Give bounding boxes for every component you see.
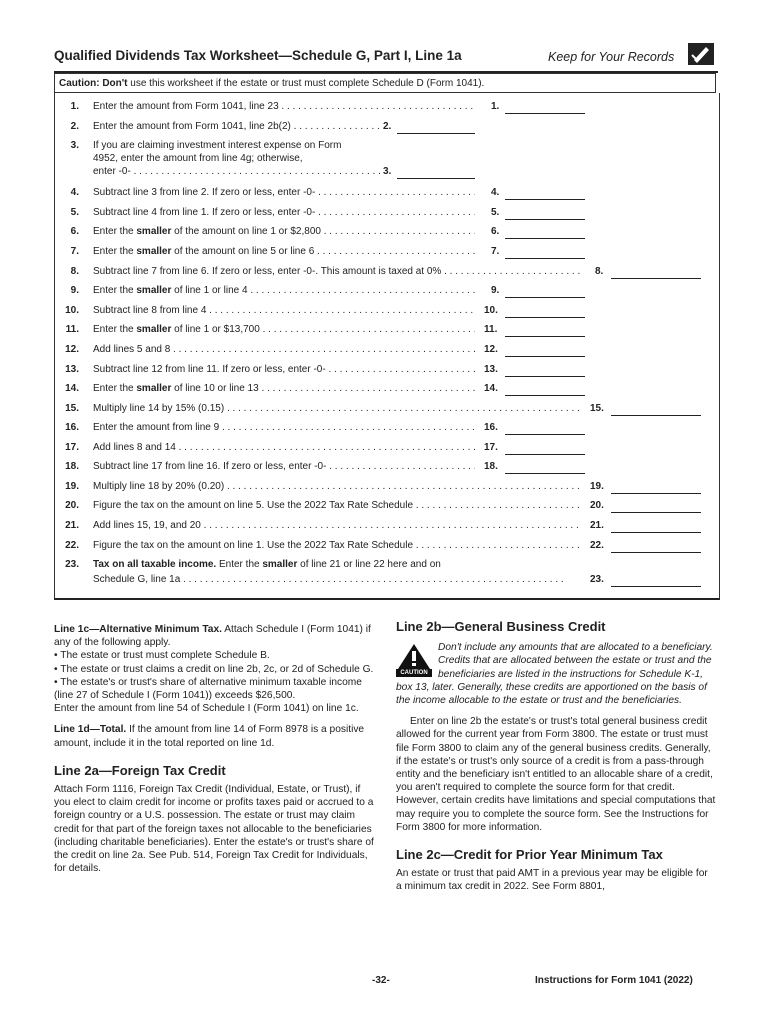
bullet-item: • The estate or trust must complete Schedule B. <box>54 650 270 662</box>
line-number: 7. <box>70 246 79 257</box>
amount-field[interactable] <box>505 245 585 259</box>
line-ref: 15. <box>590 403 604 414</box>
line-number: 16. <box>65 422 79 433</box>
line-text-3: enter -0- . . . <box>93 165 383 178</box>
line-number: 23. <box>65 559 79 570</box>
line-ref: 11. <box>484 324 498 335</box>
line-1c-text: Attach Schedule I (Form 1041) if any of the following apply. <box>54 624 371 649</box>
worksheet-line-1 <box>55 100 719 114</box>
worksheet-caution <box>54 73 716 93</box>
worksheet-line-11 <box>55 323 719 337</box>
caution-icon-label: CAUTION <box>400 670 428 677</box>
line-1c-heading: Line 1c—Alternative Minimum Tax. <box>54 624 222 635</box>
line-number: 20. <box>65 500 79 511</box>
text-pre: Enter the <box>93 383 137 394</box>
text-bold: smaller <box>262 559 298 570</box>
worksheet-line-19 <box>55 480 719 494</box>
text-pre: Enter the <box>216 559 263 570</box>
page-number: -32- <box>372 975 390 986</box>
line-number: 6. <box>70 226 79 237</box>
amount-field[interactable] <box>505 343 585 357</box>
line-number: 18. <box>65 461 79 472</box>
worksheet-line-20 <box>55 499 719 513</box>
worksheet-line-3 <box>55 139 719 183</box>
text-post: of the amount on line 5 or line 6 <box>171 246 315 257</box>
amount-field[interactable] <box>505 460 585 474</box>
worksheet-line-13 <box>55 363 719 377</box>
line-text <box>93 323 475 337</box>
line-1d-heading: Line 1d—Total. <box>54 724 127 736</box>
line-text: Subtract line 7 from line 6. If zero or less, enter -0-. This amount is taxed at 0% . . . <box>93 265 581 279</box>
line-text: Add lines 15, 19, and 20 . . . <box>93 519 581 533</box>
line-text-2: Schedule G, line 1a . . . <box>93 573 581 587</box>
line-number: 4. <box>70 187 79 198</box>
footer-doc-title: Instructions for Form 1041 (2022) <box>535 975 693 986</box>
worksheet-line-16 <box>55 421 719 435</box>
worksheet-line-17 <box>55 441 719 455</box>
caution-dont: Don't <box>102 78 128 89</box>
line-ref: 10. <box>484 305 498 316</box>
line-number: 14. <box>65 383 79 394</box>
worksheet-line-12 <box>55 343 719 357</box>
line-ref: 20. <box>590 500 604 511</box>
keep-records-label: Keep for Your Records <box>548 50 675 64</box>
amount-field[interactable] <box>397 165 475 179</box>
text-pre: Enter the <box>93 226 137 237</box>
line-text: Enter the amount from Form 1041, line 2b(2) . . . <box>93 120 383 134</box>
line-ref: 4. <box>491 187 500 198</box>
line-ref: 1. <box>491 101 500 112</box>
line-2c-text: An estate or trust that paid AMT in a previous year may be eligible for a minimum tax credit in 2022. See Form 8801, <box>396 868 708 893</box>
worksheet-line-23 <box>55 558 719 588</box>
bullet-text: The estate's or trust's share of alternative minimum taxable income (line 27 of Schedule I (Form 1041)) exceeds $26,500. <box>54 676 362 702</box>
line-number: 22. <box>65 540 79 551</box>
line-number: 11. <box>65 324 79 335</box>
text-post: of line 21 or line 22 here and on <box>297 559 441 570</box>
line-number: 21. <box>65 520 79 531</box>
line-number: 1. <box>70 101 79 112</box>
line-number: 3. <box>70 140 79 151</box>
worksheet-line-7 <box>55 245 719 259</box>
text-bold: smaller <box>136 383 172 394</box>
text-post: of line 1 or $13,700 <box>171 324 260 335</box>
worksheet-line-22 <box>55 539 719 553</box>
line-ref: 22. <box>590 540 604 551</box>
line-number: 17. <box>65 442 79 453</box>
caution-note: Don't include any amounts that are allocated to a beneficiary. Credits that are allocated between the estate or trust and the beneficiaries are listed in the instructions for Schedule K-1, box 13, later. Generally, these credits are apportioned on the basis of the income allocable to the estate or trust and the beneficiaries. <box>396 642 713 707</box>
line-text: Add lines 5 and 8 . . . <box>93 343 475 357</box>
worksheet-line-18 <box>55 460 719 474</box>
line-ref: 13. <box>484 364 498 375</box>
caution-text: use this worksheet if the estate or trust must complete Schedule D (Form 1041). <box>130 78 485 89</box>
line-number: 12. <box>65 344 79 355</box>
line-ref: 8. <box>595 266 604 277</box>
line-2a-heading: Line 2a—Foreign Tax Credit <box>54 762 226 778</box>
line-text-2: 4952, enter the amount from line 4g; otherwise, <box>93 153 303 164</box>
worksheet-line-14 <box>55 382 719 396</box>
bullet-text: The estate or trust claims a credit on line 2b, 2c, or 2d of Schedule G. <box>60 663 374 675</box>
amount-field[interactable] <box>505 284 585 298</box>
line-text <box>93 139 393 178</box>
amount-field[interactable] <box>611 265 701 279</box>
line-ref: 16. <box>484 422 498 433</box>
text-post: of line 1 or line 4 <box>171 285 248 296</box>
line-number: 9. <box>70 285 79 296</box>
text-bold-lead: Tax on all taxable income. <box>93 559 217 570</box>
worksheet-line-5 <box>55 206 719 220</box>
line-number: 13. <box>65 364 79 375</box>
amount-field[interactable] <box>505 100 585 114</box>
line-text: Figure the tax on the amount on line 1. Use the 2022 Tax Rate Schedule . . . <box>93 539 581 553</box>
bullet-item: • The estate or trust claims a credit on line 2b, 2c, or 2d of Schedule G. <box>54 663 374 675</box>
amount-field[interactable] <box>505 421 585 435</box>
caution-label: Caution: <box>59 78 100 89</box>
worksheet-line-6 <box>55 225 719 239</box>
line-text: Add lines 8 and 14 . . . <box>93 441 475 455</box>
line-ref: 21. <box>590 520 604 531</box>
left-column <box>54 623 374 883</box>
amount-field[interactable] <box>611 499 701 513</box>
line-ref: 19. <box>590 481 604 492</box>
line-ref: 9. <box>491 285 500 296</box>
line-1d-text: If the amount from line 14 of Form 8978 is a positive amount, include it in the total reported on line 1d. <box>54 724 365 749</box>
text-post: of the amount on line 1 or $2,800 <box>171 226 321 237</box>
line-text <box>93 382 475 396</box>
line-text <box>93 284 475 298</box>
amount-field[interactable] <box>505 206 585 220</box>
worksheet-line-15 <box>55 402 719 416</box>
text-bold: smaller <box>136 285 172 296</box>
amount-field[interactable] <box>611 519 701 533</box>
line-ref: 6. <box>491 226 500 237</box>
line-2b-heading: Line 2b—General Business Credit <box>396 619 606 634</box>
caution-icon <box>396 643 432 677</box>
amount-field[interactable] <box>505 323 585 337</box>
line-ref: 14. <box>484 383 498 394</box>
line-text: Multiply line 14 by 15% (0.15) . . . <box>93 402 581 416</box>
amount-field[interactable] <box>505 441 585 455</box>
line-text: Subtract line 4 from line 1. If zero or less, enter -0- . . . <box>93 206 475 220</box>
line-ref: 7. <box>491 246 500 257</box>
worksheet-line-2 <box>55 120 719 134</box>
text-pre: Enter the <box>93 324 137 335</box>
amount-field[interactable] <box>611 402 701 416</box>
text-bold: smaller <box>136 246 172 257</box>
line-number: 5. <box>70 207 79 218</box>
line-number: 8. <box>70 266 79 277</box>
line-text: Multiply line 18 by 20% (0.20) . . . <box>93 480 581 494</box>
line-2c-heading: Line 2c—Credit for Prior Year Minimum Tax <box>396 847 663 863</box>
right-column <box>396 620 716 902</box>
line-text: Enter the amount from line 9 . . . <box>93 421 475 435</box>
text-bold: smaller <box>136 226 172 237</box>
line-number: 2. <box>70 121 79 132</box>
amount-field[interactable] <box>611 480 701 494</box>
worksheet-title: Qualified Dividends Tax Worksheet—Schedule G, Part I, Line 1a <box>54 48 462 63</box>
bullet-text: The estate or trust must complete Schedule B. <box>60 650 270 662</box>
worksheet-line-4 <box>55 186 719 200</box>
line-2b-text: Enter on line 2b the estate's or trust's total general business credit allowed for the current year from Form 3800. The estate or trust must file Form 3800 to claim any of the general business credits. Generally, if the estate's or trust's only source of a credit is from a pass-through entity and the beneficiary isn't entitled to an allocable share of a credit, you aren't required to complete the source form for that credit. However, certain credits have limitations and special computations that may require you to complete the source form. See the Instructions for Form 3800 for more information. <box>396 716 716 833</box>
amount-field[interactable] <box>505 186 585 200</box>
line-number: 15. <box>65 403 79 414</box>
bullet-item: • The estate's or trust's share of alternative minimum taxable income (line 27 of Schedule I (Form 1041)) exceeds $26,500. <box>54 676 362 702</box>
amount-field[interactable] <box>397 120 475 134</box>
line-ref: 18. <box>484 461 498 472</box>
line-text: Subtract line 12 from line 11. If zero or less, enter -0- . . . <box>93 363 475 377</box>
worksheet-box <box>54 93 720 600</box>
text-pre: Enter the <box>93 246 137 257</box>
text-bold: smaller <box>136 324 172 335</box>
line-2a-text: Attach Form 1116, Foreign Tax Credit (Individual, Estate, or Trust), if you elect to claim credit for income or profits taxes paid or accrued to a foreign country or a U.S. possession. The estate or trust may claim credit for that part of the foreign taxes not allocable to the beneficiaries (including charitable beneficiaries). Enter the estate's or trust's share of the credit on line 2a. See Pub. 514, Foreign Tax Credit for Individuals, for details. <box>54 784 374 875</box>
worksheet-line-21 <box>55 519 719 533</box>
line-ref: 2. <box>383 121 392 132</box>
line-text: Subtract line 3 from line 2. If zero or less, enter -0- . . . <box>93 186 475 200</box>
line-text <box>93 225 475 239</box>
amount-field[interactable] <box>505 225 585 239</box>
line-text-1: If you are claiming investment interest expense on Form <box>93 140 342 151</box>
line-ref: 3. <box>383 166 392 177</box>
amount-field[interactable] <box>611 539 701 553</box>
line-1c-after: Enter the amount from line 54 of Schedule I (Form 1041) on line 1c. <box>54 703 359 715</box>
text-post: of line 10 or line 13 <box>171 383 259 394</box>
worksheet-line-10 <box>55 304 719 318</box>
line-text: Subtract line 17 from line 16. If zero or less, enter -0- . . . <box>93 460 475 474</box>
worksheet-line-8 <box>55 265 719 279</box>
line-text <box>93 245 475 259</box>
line-text: Subtract line 8 from line 4 . . . <box>93 304 475 318</box>
line-text <box>93 558 441 572</box>
amount-field[interactable] <box>505 382 585 396</box>
amount-field[interactable] <box>505 304 585 318</box>
line-ref: 23. <box>590 574 604 585</box>
amount-field[interactable] <box>505 363 585 377</box>
pencil-check-icon <box>688 43 714 65</box>
amount-field[interactable] <box>611 573 701 587</box>
line-text: Figure the tax on the amount on line 5. Use the 2022 Tax Rate Schedule . . . <box>93 499 581 513</box>
line-1c-bullets <box>54 649 374 702</box>
worksheet-line-9 <box>55 284 719 298</box>
line-text: Enter the amount from Form 1041, line 23 . . . <box>93 100 475 114</box>
line-ref: 17. <box>484 442 498 453</box>
line-ref: 5. <box>491 207 500 218</box>
line-number: 19. <box>65 481 79 492</box>
line-ref: 12. <box>484 344 498 355</box>
line-number: 10. <box>65 305 79 316</box>
text-pre: Enter the <box>93 285 137 296</box>
